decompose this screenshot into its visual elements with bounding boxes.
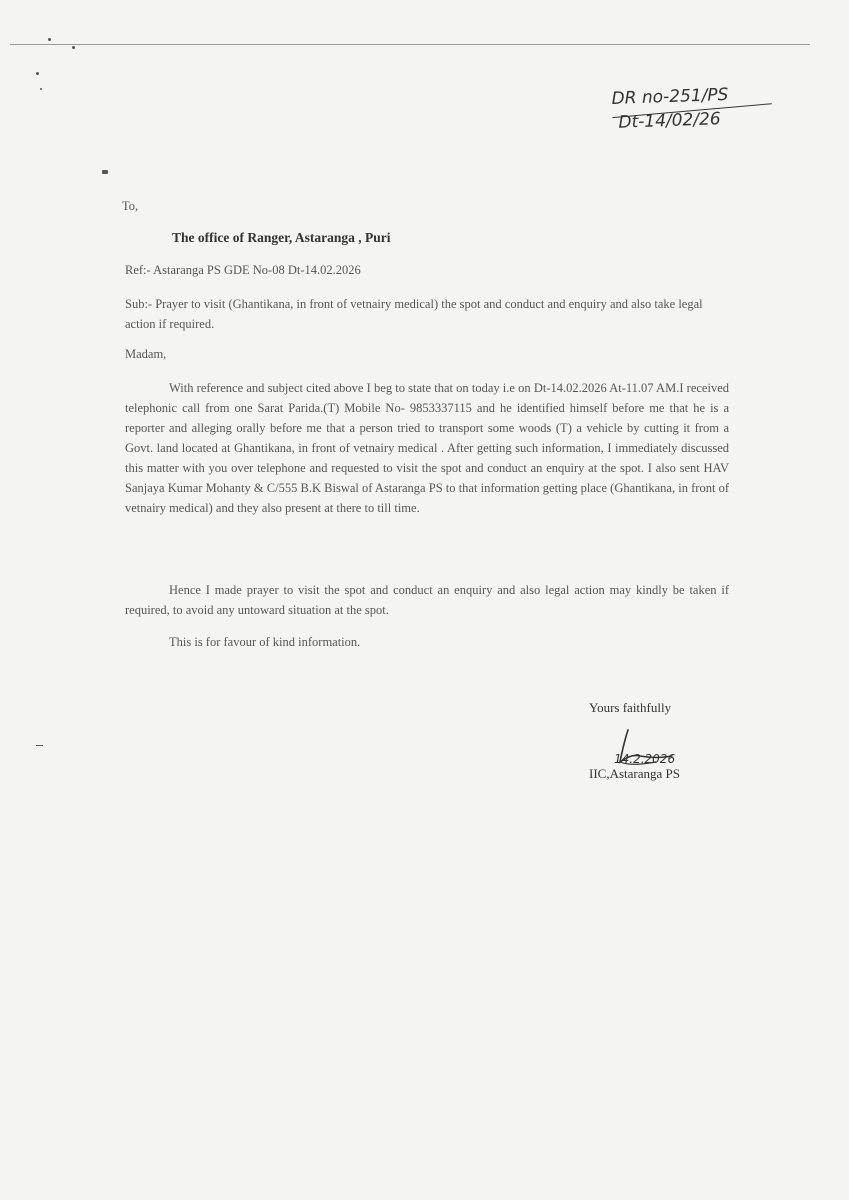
letter-to: To, — [122, 199, 139, 213]
letter-reference: Ref:- Astaranga PS GDE No-08 Dt-14.02.2026 — [125, 263, 361, 277]
letter-paragraph-2: Hence I made prayer to visit the spot and conduct an enquiry and also legal action may kindly be taken if required, to avoid any untoward situation at the spot. — [125, 583, 729, 617]
letter-paragraph-1: With reference and subject cited above I beg to state that on today i.e on Dt-14.02.2026 At-11.07 AM.I received telephonic call from one Sarat Parida.(T) Mobile No- 9853337115 and he identified himself before me that he is a reporter and alleging orally before me that a person tried to transport some woods (T) a vehicle by cutting it from a Govt. land located at Ghantikana, in front of vetnairy medical . After getting such information, I immediately discussed this matter with you over telephone and requested to visit the spot and conduct an enquiry at the spot. I also sent HAV Sanjaya Kumar Mohanty & C/555 B.K Biswal of Astaranga PS to that information getting place (Ghantikana, in front of vetnairy medical) and they also present at there to till time. — [125, 381, 729, 515]
diary-number-note — [611, 81, 783, 135]
scan-speck — [40, 88, 42, 90]
diary-note-line1: DR no-251/PS — [611, 84, 729, 109]
letter-closing: Yours faithfully — [589, 700, 672, 715]
letter-salutation: Madam, — [125, 347, 167, 361]
scan-speck — [102, 170, 108, 174]
letter-addressee: The office of Ranger, Astaranga , Puri — [172, 230, 391, 245]
letter-subject: Sub:- Prayer to visit (Ghantikana, in front of vetnairy medical) the spot and conduct and enquiry and also take legal action if required. — [125, 297, 703, 331]
scan-speck — [36, 745, 43, 746]
letter-signer: IIC,Astaranga PS — [589, 766, 680, 781]
scan-speck — [36, 72, 39, 75]
scan-speck — [72, 46, 75, 49]
scan-speck — [48, 38, 51, 41]
page-edge-line — [10, 44, 810, 45]
letter-paragraph-3: This is for favour of kind information. — [169, 635, 361, 649]
diary-note-line2: Dt-14/02/26 — [618, 109, 722, 133]
signature-date: 14.2.2026 — [614, 752, 676, 766]
